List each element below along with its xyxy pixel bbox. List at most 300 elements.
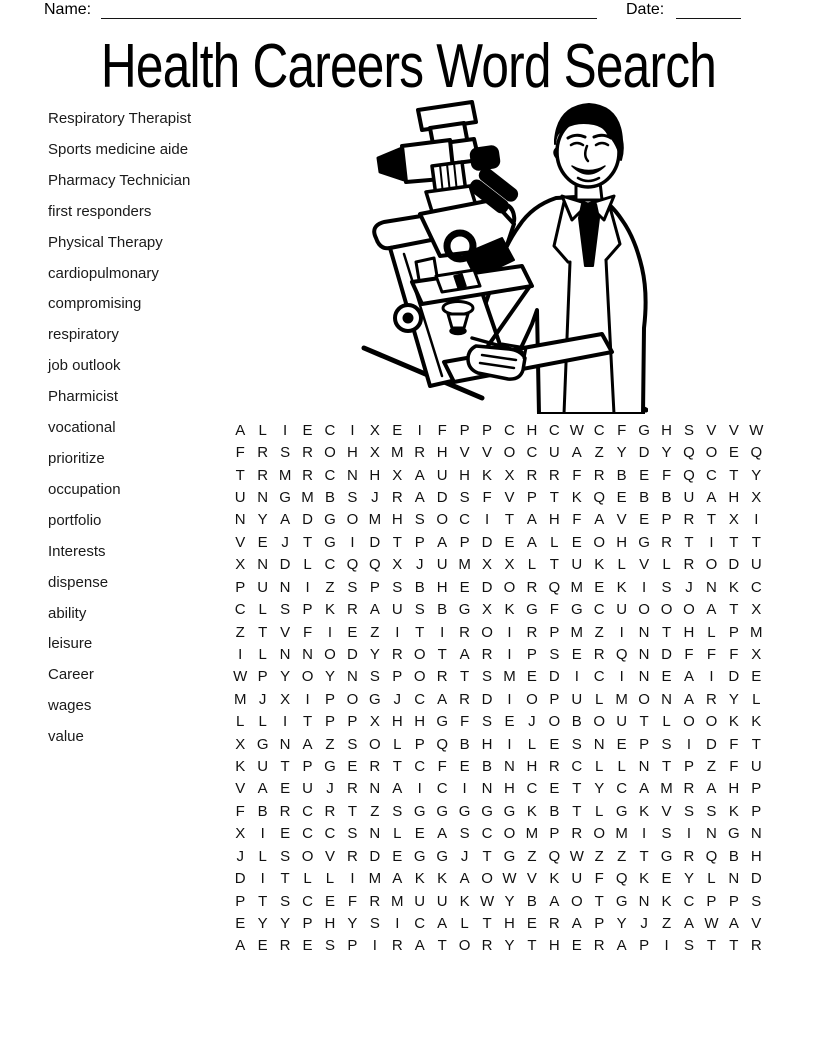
grid-letter: G	[324, 758, 336, 776]
grid-letter: E	[257, 533, 268, 551]
grid-letter: I	[462, 780, 467, 798]
grid-letter: T	[460, 668, 470, 686]
grid-letter: E	[504, 533, 515, 551]
grid-letter: D	[548, 668, 560, 686]
word-list-item: job outlook	[48, 357, 121, 375]
grid-letter: G	[526, 601, 538, 619]
grid-letter: P	[459, 533, 470, 551]
grid-letter: T	[661, 758, 672, 776]
grid-letter: G	[503, 847, 516, 865]
grid-letter: A	[235, 421, 246, 439]
grid-letter: C	[705, 466, 717, 484]
grid-letter: J	[415, 556, 424, 574]
grid-letter: E	[549, 780, 560, 798]
grid-letter: I	[283, 421, 288, 439]
grid-letter: G	[728, 825, 740, 843]
grid-letter: K	[571, 488, 582, 506]
grid-letter: W	[569, 421, 584, 439]
grid-letter: K	[639, 802, 650, 820]
grid-letter: Q	[369, 556, 381, 574]
grid-letter: I	[664, 937, 669, 955]
grid-letter: L	[303, 870, 312, 888]
grid-letter: K	[526, 802, 537, 820]
grid-letter: V	[235, 533, 246, 551]
grid-letter: V	[751, 914, 762, 932]
grid-letter: R	[593, 937, 605, 955]
grid-letter: O	[346, 690, 359, 708]
grid-letter: U	[436, 466, 448, 484]
grid-letter: R	[548, 914, 560, 932]
grid-letter: S	[280, 444, 291, 462]
grid-letter: E	[526, 914, 537, 932]
grid-letter: I	[484, 511, 490, 529]
word-list-item: portfolio	[48, 511, 102, 529]
grid-letter: W	[569, 847, 584, 865]
grid-letter: L	[662, 713, 671, 731]
grid-letter: B	[414, 578, 425, 596]
grid-letter: V	[482, 444, 493, 462]
grid-letter: U	[571, 870, 583, 888]
grid-letter: O	[481, 623, 493, 641]
grid-letter: Z	[527, 847, 537, 865]
grid-letter: M	[368, 511, 382, 529]
grid-letter: P	[526, 645, 537, 663]
grid-letter: L	[258, 713, 267, 731]
grid-letter: C	[593, 421, 605, 439]
grid-letter: S	[459, 488, 470, 506]
grid-letter: O	[705, 444, 718, 462]
grid-letter: A	[728, 914, 739, 932]
grid-letter: A	[639, 780, 650, 798]
grid-letter: N	[369, 780, 381, 798]
grid-letter: B	[526, 892, 537, 910]
date-blank-line	[676, 1, 741, 19]
grid-letter: X	[369, 713, 380, 731]
grid-letter: T	[751, 735, 761, 753]
grid-letter: V	[235, 780, 246, 798]
grid-letter: D	[728, 668, 740, 686]
grid-letter: U	[616, 713, 628, 731]
grid-letter: L	[617, 556, 626, 574]
page-title: Health Careers Word Search	[100, 32, 716, 101]
grid-letter: H	[728, 780, 740, 798]
grid-letter: Z	[706, 758, 716, 776]
grid-letter: L	[325, 870, 335, 888]
grid-letter: K	[639, 870, 650, 888]
grid-letter: H	[750, 847, 762, 865]
grid-letter: G	[279, 488, 291, 506]
grid-letter: I	[507, 735, 512, 753]
grid-letter: P	[639, 735, 650, 753]
grid-letter: I	[686, 735, 692, 753]
grid-letter: R	[548, 758, 560, 776]
grid-letter: H	[728, 488, 740, 506]
grid-letter: A	[392, 870, 403, 888]
grid-letter: G	[503, 802, 516, 820]
grid-letter: C	[436, 780, 448, 798]
grid-letter: M	[301, 488, 314, 506]
grid-letter: P	[549, 825, 560, 843]
grid-letter: T	[392, 758, 402, 776]
grid-letter: L	[527, 556, 537, 574]
grid-letter: S	[751, 892, 762, 910]
grid-letter: Y	[324, 668, 335, 686]
grid-letter: E	[728, 444, 739, 462]
grid-letter: I	[709, 533, 714, 551]
grid-letter: C	[526, 444, 538, 462]
grid-letter: T	[482, 914, 492, 932]
grid-letter: V	[280, 623, 291, 641]
grid-letter: R	[571, 825, 583, 843]
grid-letter: E	[639, 511, 650, 529]
grid-letter: S	[347, 735, 358, 753]
grid-letter: Z	[235, 623, 245, 641]
grid-letter: H	[616, 533, 628, 551]
grid-letter: G	[413, 802, 426, 820]
grid-letter: R	[324, 802, 336, 820]
grid-letter: H	[661, 421, 672, 439]
grid-letter: R	[346, 780, 358, 798]
grid-letter: N	[705, 578, 717, 596]
grid-letter: H	[683, 623, 695, 641]
grid-letter: A	[571, 444, 582, 462]
grid-letter: A	[414, 937, 425, 955]
grid-letter: H	[391, 713, 403, 731]
grid-letter: L	[550, 533, 559, 551]
grid-letter: F	[460, 713, 470, 731]
grid-letter: X	[504, 466, 515, 484]
grid-letter: T	[729, 533, 739, 551]
grid-letter: G	[324, 533, 336, 551]
grid-letter: R	[391, 488, 403, 506]
grid-letter: M	[525, 825, 539, 843]
word-list-item: Interests	[48, 542, 106, 560]
grid-letter: M	[615, 825, 628, 843]
grid-letter: J	[393, 690, 402, 708]
grid-letter: A	[594, 511, 605, 529]
grid-letter: F	[302, 623, 313, 641]
grid-letter: S	[683, 802, 694, 820]
grid-letter: N	[750, 825, 762, 843]
grid-letter: P	[594, 914, 605, 932]
grid-letter: G	[436, 713, 448, 731]
grid-letter: C	[302, 892, 313, 910]
grid-letter: Z	[594, 623, 604, 641]
grid-letter: O	[548, 713, 561, 731]
grid-letter: K	[549, 870, 560, 888]
grid-letter: A	[257, 780, 268, 798]
grid-letter: H	[548, 511, 560, 529]
grid-letter: T	[527, 937, 537, 955]
grid-letter: S	[661, 735, 672, 753]
grid-letter: X	[280, 690, 291, 708]
grid-letter: N	[279, 578, 291, 596]
grid-letter: R	[257, 466, 269, 484]
grid-letter: A	[571, 914, 582, 932]
grid-letter: S	[392, 578, 403, 596]
grid-letter: J	[685, 578, 693, 596]
grid-letter: T	[729, 466, 739, 484]
grid-letter: K	[616, 578, 627, 596]
grid-letter: H	[526, 421, 538, 439]
grid-letter: O	[705, 556, 718, 574]
grid-letter: B	[257, 802, 268, 820]
grid-letter: C	[548, 421, 560, 439]
grid-letter: A	[526, 533, 537, 551]
grid-letter: D	[279, 556, 291, 574]
grid-letter: G	[436, 802, 448, 820]
grid-letter: X	[728, 511, 739, 529]
grid-letter: U	[257, 758, 269, 776]
grid-letter: E	[280, 780, 291, 798]
grid-letter: A	[683, 690, 694, 708]
grid-letter: E	[414, 825, 425, 843]
grid-letter: I	[327, 623, 333, 641]
date-label: Date:	[626, 1, 665, 18]
grid-letter: Q	[683, 466, 695, 484]
grid-letter: I	[574, 668, 579, 686]
grid-letter: O	[481, 870, 493, 888]
grid-letter: P	[482, 421, 493, 439]
grid-letter: O	[593, 713, 606, 731]
grid-letter: S	[549, 645, 560, 663]
grid-letter: P	[751, 802, 762, 820]
word-list-item: Physical Therapy	[48, 233, 163, 251]
grid-letter: E	[302, 937, 313, 955]
grid-letter: L	[258, 421, 267, 439]
grid-letter: R	[257, 444, 269, 462]
grid-letter: Z	[325, 735, 335, 753]
grid-letter: T	[504, 511, 515, 529]
grid-letter: A	[280, 511, 291, 529]
grid-letter: Y	[257, 511, 268, 529]
grid-letter: S	[459, 825, 470, 843]
grid-letter: P	[369, 578, 380, 596]
grid-letter: I	[238, 645, 243, 663]
grid-letter: S	[482, 668, 493, 686]
grid-letter: F	[235, 802, 245, 820]
grid-letter: F	[482, 488, 492, 506]
grid-letter: I	[686, 825, 692, 843]
grid-letter: R	[481, 645, 493, 663]
grid-letter: E	[616, 488, 627, 506]
grid-letter: R	[391, 937, 403, 955]
grid-letter: H	[481, 735, 493, 753]
grid-letter: W	[502, 870, 517, 888]
grid-letter: Q	[436, 735, 448, 753]
grid-letter: D	[705, 735, 717, 753]
grid-letter: Y	[347, 914, 358, 932]
grid-letter: E	[661, 668, 672, 686]
grid-letter: T	[258, 892, 268, 910]
grid-letter: X	[235, 556, 246, 574]
grid-letter: O	[324, 645, 336, 663]
grid-letter: A	[414, 488, 425, 506]
grid-letter: H	[324, 914, 336, 932]
grid-letter: I	[372, 937, 377, 955]
grid-letter: L	[617, 758, 626, 776]
grid-letter: D	[638, 444, 650, 462]
grid-letter: O	[301, 847, 314, 865]
grid-letter: R	[459, 623, 471, 641]
grid-letter: F	[437, 758, 447, 776]
grid-letter: X	[235, 735, 246, 753]
grid-letter: M	[458, 556, 471, 574]
word-list-item: Career	[48, 666, 94, 684]
grid-letter: F	[347, 892, 357, 910]
grid-letter: R	[414, 444, 426, 462]
grid-letter: I	[417, 421, 422, 439]
grid-letter: X	[751, 645, 762, 663]
grid-letter: G	[615, 892, 628, 910]
grid-letter: R	[481, 937, 493, 955]
grid-letter: T	[729, 937, 739, 955]
grid-letter: L	[527, 735, 537, 753]
grid-letter: I	[619, 668, 624, 686]
grid-letter: E	[571, 533, 582, 551]
grid-letter: A	[369, 601, 380, 619]
grid-letter: J	[528, 713, 536, 731]
grid-letter: R	[548, 466, 560, 484]
grid-letter: L	[662, 556, 671, 574]
grid-letter: M	[660, 780, 673, 798]
grid-letter: Y	[280, 668, 291, 686]
grid-letter: P	[347, 937, 358, 955]
grid-letter: A	[706, 488, 717, 506]
grid-letter: T	[415, 623, 425, 641]
word-list-item: vocational	[48, 419, 116, 437]
grid-letter: F	[235, 444, 245, 462]
grid-letter: N	[638, 668, 650, 686]
grid-letter: R	[436, 668, 448, 686]
grid-letter: T	[235, 466, 245, 484]
grid-letter: D	[661, 645, 672, 663]
grid-letter: V	[661, 802, 672, 820]
grid-letter: O	[526, 690, 538, 708]
grid-letter: O	[683, 713, 695, 731]
grid-letter: A	[437, 825, 448, 843]
grid-letter: J	[640, 914, 648, 932]
grid-letter: E	[571, 645, 582, 663]
grid-letter: V	[616, 511, 627, 529]
grid-letter: G	[481, 802, 493, 820]
grid-letter: B	[661, 488, 672, 506]
word-list	[48, 104, 248, 753]
grid-letter: Q	[548, 847, 561, 865]
grid-letter: E	[347, 623, 358, 641]
title-wrap	[0, 31, 816, 102]
grid-letter: E	[392, 847, 403, 865]
grid-letter: I	[260, 825, 265, 843]
grid-letter: R	[750, 937, 762, 955]
grid-letter: O	[503, 825, 516, 843]
grid-letter: L	[258, 601, 267, 619]
grid-letter: K	[459, 892, 470, 910]
grid-letter: X	[751, 601, 762, 619]
grid-letter: D	[369, 847, 381, 865]
grid-letter: Y	[728, 690, 739, 708]
grid-letter: D	[481, 578, 493, 596]
grid-letter: Y	[594, 780, 605, 798]
grid-letter: T	[302, 533, 313, 551]
grid-letter: O	[346, 511, 359, 529]
grid-letter: W	[704, 914, 719, 932]
grid-letter: Z	[661, 914, 672, 932]
grid-letter: R	[593, 466, 605, 484]
grid-letter: C	[526, 780, 538, 798]
grid-letter: P	[414, 533, 425, 551]
grid-letter: T	[751, 533, 761, 551]
grid-letter: N	[638, 645, 650, 663]
grid-letter: O	[369, 735, 381, 753]
grid-letter: G	[436, 847, 448, 865]
grid-letter: I	[395, 914, 400, 932]
grid-letter: T	[280, 870, 290, 888]
grid-letter: C	[302, 825, 313, 843]
grid-letter: R	[302, 444, 313, 462]
grid-letter: A	[683, 914, 694, 932]
grid-letter: R	[661, 533, 672, 551]
grid-letter: N	[279, 645, 291, 663]
grid-letter: S	[482, 713, 493, 731]
word-list-item: first responders	[48, 202, 152, 220]
grid-letter: S	[347, 578, 358, 596]
grid-letter: A	[459, 870, 470, 888]
grid-letter: C	[459, 511, 471, 529]
grid-letter: N	[638, 623, 650, 641]
grid-letter: H	[548, 937, 560, 955]
grid-letter: T	[594, 892, 604, 910]
grid-letter: Q	[548, 578, 561, 596]
grid-letter: U	[750, 556, 762, 574]
grid-letter: G	[638, 533, 650, 551]
grid-letter: B	[324, 488, 335, 506]
grid-letter: U	[616, 601, 628, 619]
grid-letter: X	[504, 556, 515, 574]
grid-letter: N	[728, 870, 740, 888]
grid-letter: L	[595, 758, 604, 776]
grid-letter: F	[729, 758, 739, 776]
grid-letter: Z	[370, 802, 380, 820]
grid-letter: O	[683, 601, 695, 619]
grid-letter: I	[709, 668, 714, 686]
grid-letter: U	[302, 780, 313, 798]
grid-letter: C	[414, 914, 426, 932]
word-list-item: respiratory	[48, 326, 119, 344]
grid-letter: K	[751, 713, 762, 731]
grid-letter: C	[324, 556, 336, 574]
grid-letter: M	[503, 668, 516, 686]
grid-letter: U	[391, 601, 403, 619]
grid-letter: G	[615, 802, 628, 820]
grid-letter: P	[302, 758, 313, 776]
grid-letter: D	[369, 533, 381, 551]
word-list-item: Pharmicist	[48, 388, 119, 406]
grid-letter: V	[706, 421, 717, 439]
grid-letter: S	[280, 847, 291, 865]
grid-letter: U	[571, 690, 583, 708]
grid-letter: P	[549, 690, 560, 708]
grid-letter: N	[638, 758, 650, 776]
grid-letter: D	[436, 488, 448, 506]
grid-letter: F	[594, 870, 604, 888]
grid-letter: S	[369, 668, 380, 686]
grid-letter: Y	[616, 914, 627, 932]
grid-letter: K	[504, 601, 515, 619]
grid-letter: P	[751, 780, 762, 798]
name-blank-line	[101, 1, 597, 19]
grid-letter: A	[302, 735, 313, 753]
